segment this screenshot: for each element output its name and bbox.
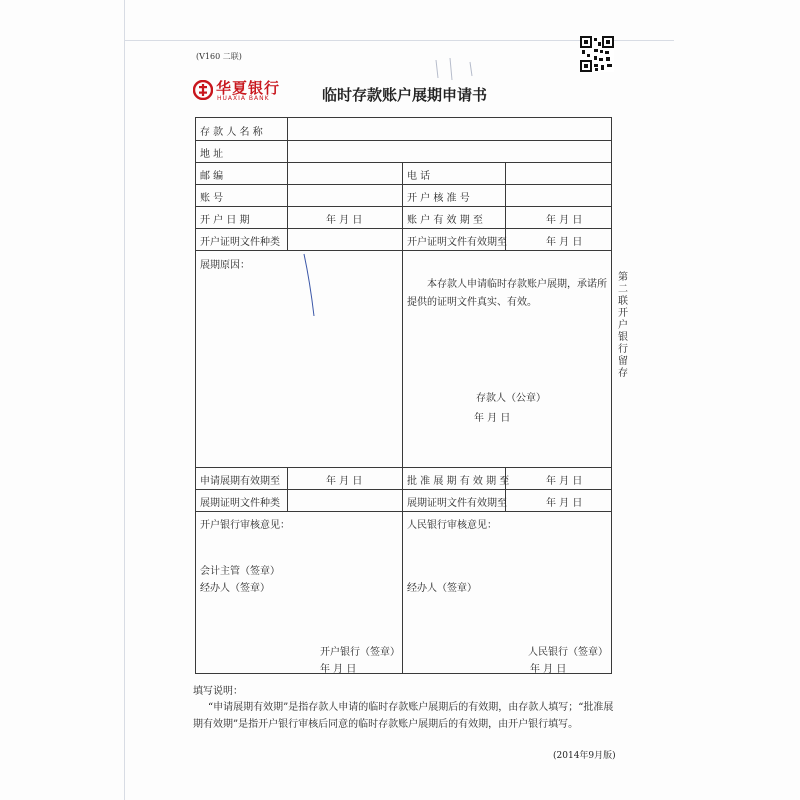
- qr-code-icon: [580, 36, 614, 72]
- row-divider: [195, 228, 612, 229]
- valid-until-label: 账 户 有 效 期 至: [407, 215, 483, 226]
- approved-extension-label: 批 准 展 期 有 效 期 至: [407, 476, 510, 487]
- bank-sign-date: 年 月 日: [320, 664, 357, 675]
- depositor-sign-date: 年 月 日: [474, 413, 511, 424]
- statement-line-1: 本存款人申请临时存款账户展期，承诺所: [427, 279, 607, 290]
- applied-extension-label: 申请展期有效期至: [200, 476, 280, 487]
- reason-label: 展期原因：: [200, 260, 250, 271]
- bank-review-label: 开户银行审核意见：: [200, 520, 290, 531]
- row-divider: [195, 162, 612, 163]
- pen-mark: [430, 56, 480, 82]
- row-divider: [195, 250, 612, 251]
- postcode-label: 邮 编: [200, 171, 224, 182]
- phone-label: 电 话: [407, 171, 431, 182]
- address-label: 地 址: [200, 149, 224, 160]
- bank-name-cn: 华夏银行: [216, 79, 281, 97]
- approved-extension-field: 年 月 日: [546, 476, 583, 487]
- col-divider: [287, 117, 288, 250]
- row-divider: [195, 489, 612, 490]
- instructions-line-1: “申请展期有效期”是指存款人申请的临时存款账户展期后的有效期，由存款人填写；“批准展: [208, 702, 614, 713]
- extension-cert-valid-label: 展期证明文件有效期至: [407, 498, 507, 509]
- valid-until-field: 年 月 日: [546, 215, 583, 226]
- page-title: 临时存款账户展期申请书: [322, 86, 488, 104]
- row-divider: [195, 140, 612, 141]
- row-divider: [195, 184, 612, 185]
- open-date-label: 开 户 日 期: [200, 215, 250, 226]
- pen-stroke: [300, 252, 320, 318]
- col-divider: [402, 162, 403, 674]
- copy-side-note: 第二联 开户银行留存: [618, 272, 628, 379]
- col-divider: [287, 467, 288, 511]
- cert-type-label: 开户证明文件种类: [200, 237, 280, 248]
- depositor-name-label: 存 款 人 名 称: [200, 127, 263, 138]
- open-date-field: 年 月 日: [326, 215, 363, 226]
- depositor-seal-label: 存款人（公章）: [476, 393, 546, 404]
- instructions-heading: 填写说明：: [193, 686, 243, 697]
- huaxia-logo-icon: [193, 80, 213, 100]
- pbc-sign-label: 人民银行（签章）: [528, 647, 608, 658]
- row-divider: [195, 467, 612, 468]
- bank-name-en: HUAXIA BANK: [217, 95, 270, 102]
- pbc-review-label: 人民银行审核意见：: [407, 520, 497, 531]
- form-code: (V160 二联): [196, 52, 242, 61]
- extension-cert-type-label: 展期证明文件种类: [200, 498, 280, 509]
- pbc-sign-date: 年 月 日: [530, 664, 567, 675]
- page-edge-line: [124, 0, 125, 800]
- account-no-label: 账 号: [200, 193, 224, 204]
- approval-no-label: 开 户 核 准 号: [407, 193, 470, 204]
- instructions-line-2: 期有效期”是指开户银行审核后同意的临时存款账户展期后的有效期，由开户银行填写。: [193, 719, 579, 730]
- statement-line-2: 提供的证明文件真实、有效。: [407, 297, 537, 308]
- handler-label-right: 经办人（签章）: [407, 583, 477, 594]
- cert-valid-label: 开户证明文件有效期至: [407, 237, 507, 248]
- extension-cert-valid-field: 年 月 日: [546, 498, 583, 509]
- applied-extension-field: 年 月 日: [326, 476, 363, 487]
- accountant-label: 会计主管（签章）: [200, 566, 280, 577]
- cert-valid-field: 年 月 日: [546, 237, 583, 248]
- edition-label: (2014年9月版): [553, 751, 616, 761]
- handler-label: 经办人（签章）: [200, 583, 270, 594]
- row-divider: [195, 511, 612, 512]
- row-divider: [195, 206, 612, 207]
- bank-sign-label: 开户银行（签章）: [320, 647, 400, 658]
